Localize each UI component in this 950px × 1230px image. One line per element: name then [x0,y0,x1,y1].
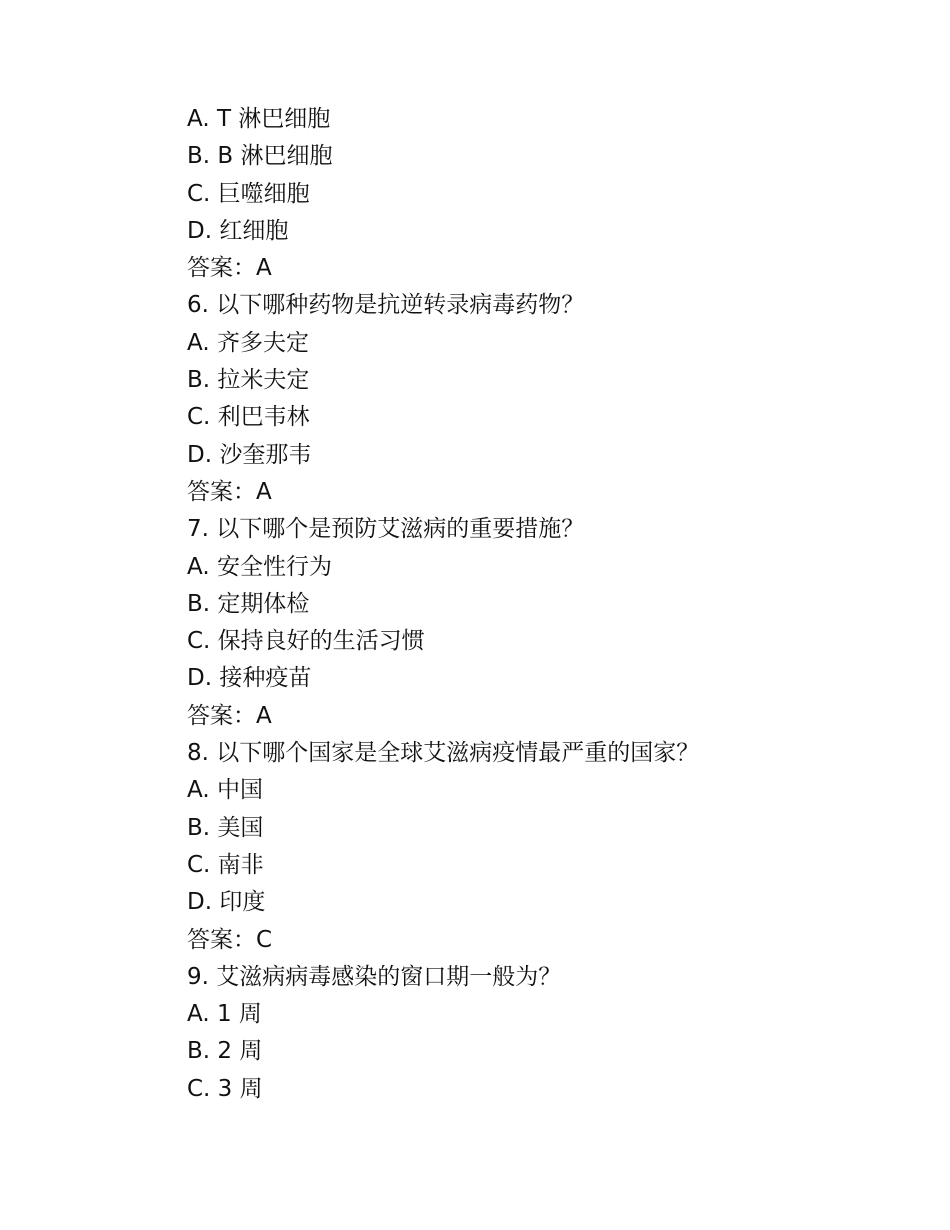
option-d: D. 沙奎那韦 [187,441,312,468]
option-a: A. T 淋巴细胞 [187,106,331,132]
option-c: C. 利巴韦林 [187,404,310,431]
option-a: A. 中国 [187,777,263,804]
question-9: 9. 艾滋病病毒感染的窗口期一般为？ [187,963,562,990]
option-c: C. 保持良好的生活习惯 [187,628,425,655]
question-7: 7. 以下哪个是预防艾滋病的重要措施？ [187,516,585,543]
option-b: B. 定期体检 [187,590,310,617]
answer-line: 答案：A [187,255,272,282]
option-b: B. 2 周 [187,1038,263,1065]
option-d: D. 红细胞 [187,217,289,244]
question-6: 6. 以下哪种药物是抗逆转录病毒药物？ [187,292,585,319]
option-a: A. 安全性行为 [187,553,332,580]
question-8: 8. 以下哪个国家是全球艾滋病疫情最严重的国家？ [187,740,700,767]
option-d: D. 接种疫苗 [187,665,312,692]
document-page [187,101,887,1108]
answer-line: 答案：C [187,926,273,953]
option-c: C. 3 周 [187,1075,263,1102]
option-a: A. 1 周 [187,1001,262,1028]
answer-line: 答案：A [187,702,272,729]
option-b: B. 美国 [187,814,264,841]
option-b: B. 拉米夫定 [187,367,310,394]
answer-line: 答案：A [187,478,272,505]
option-b: B. B 淋巴细胞 [187,143,333,170]
option-c: C. 巨噬细胞 [187,180,310,207]
option-d: D. 印度 [187,889,266,916]
option-a: A. 齐多夫定 [187,329,309,356]
option-c: C. 南非 [187,851,264,878]
